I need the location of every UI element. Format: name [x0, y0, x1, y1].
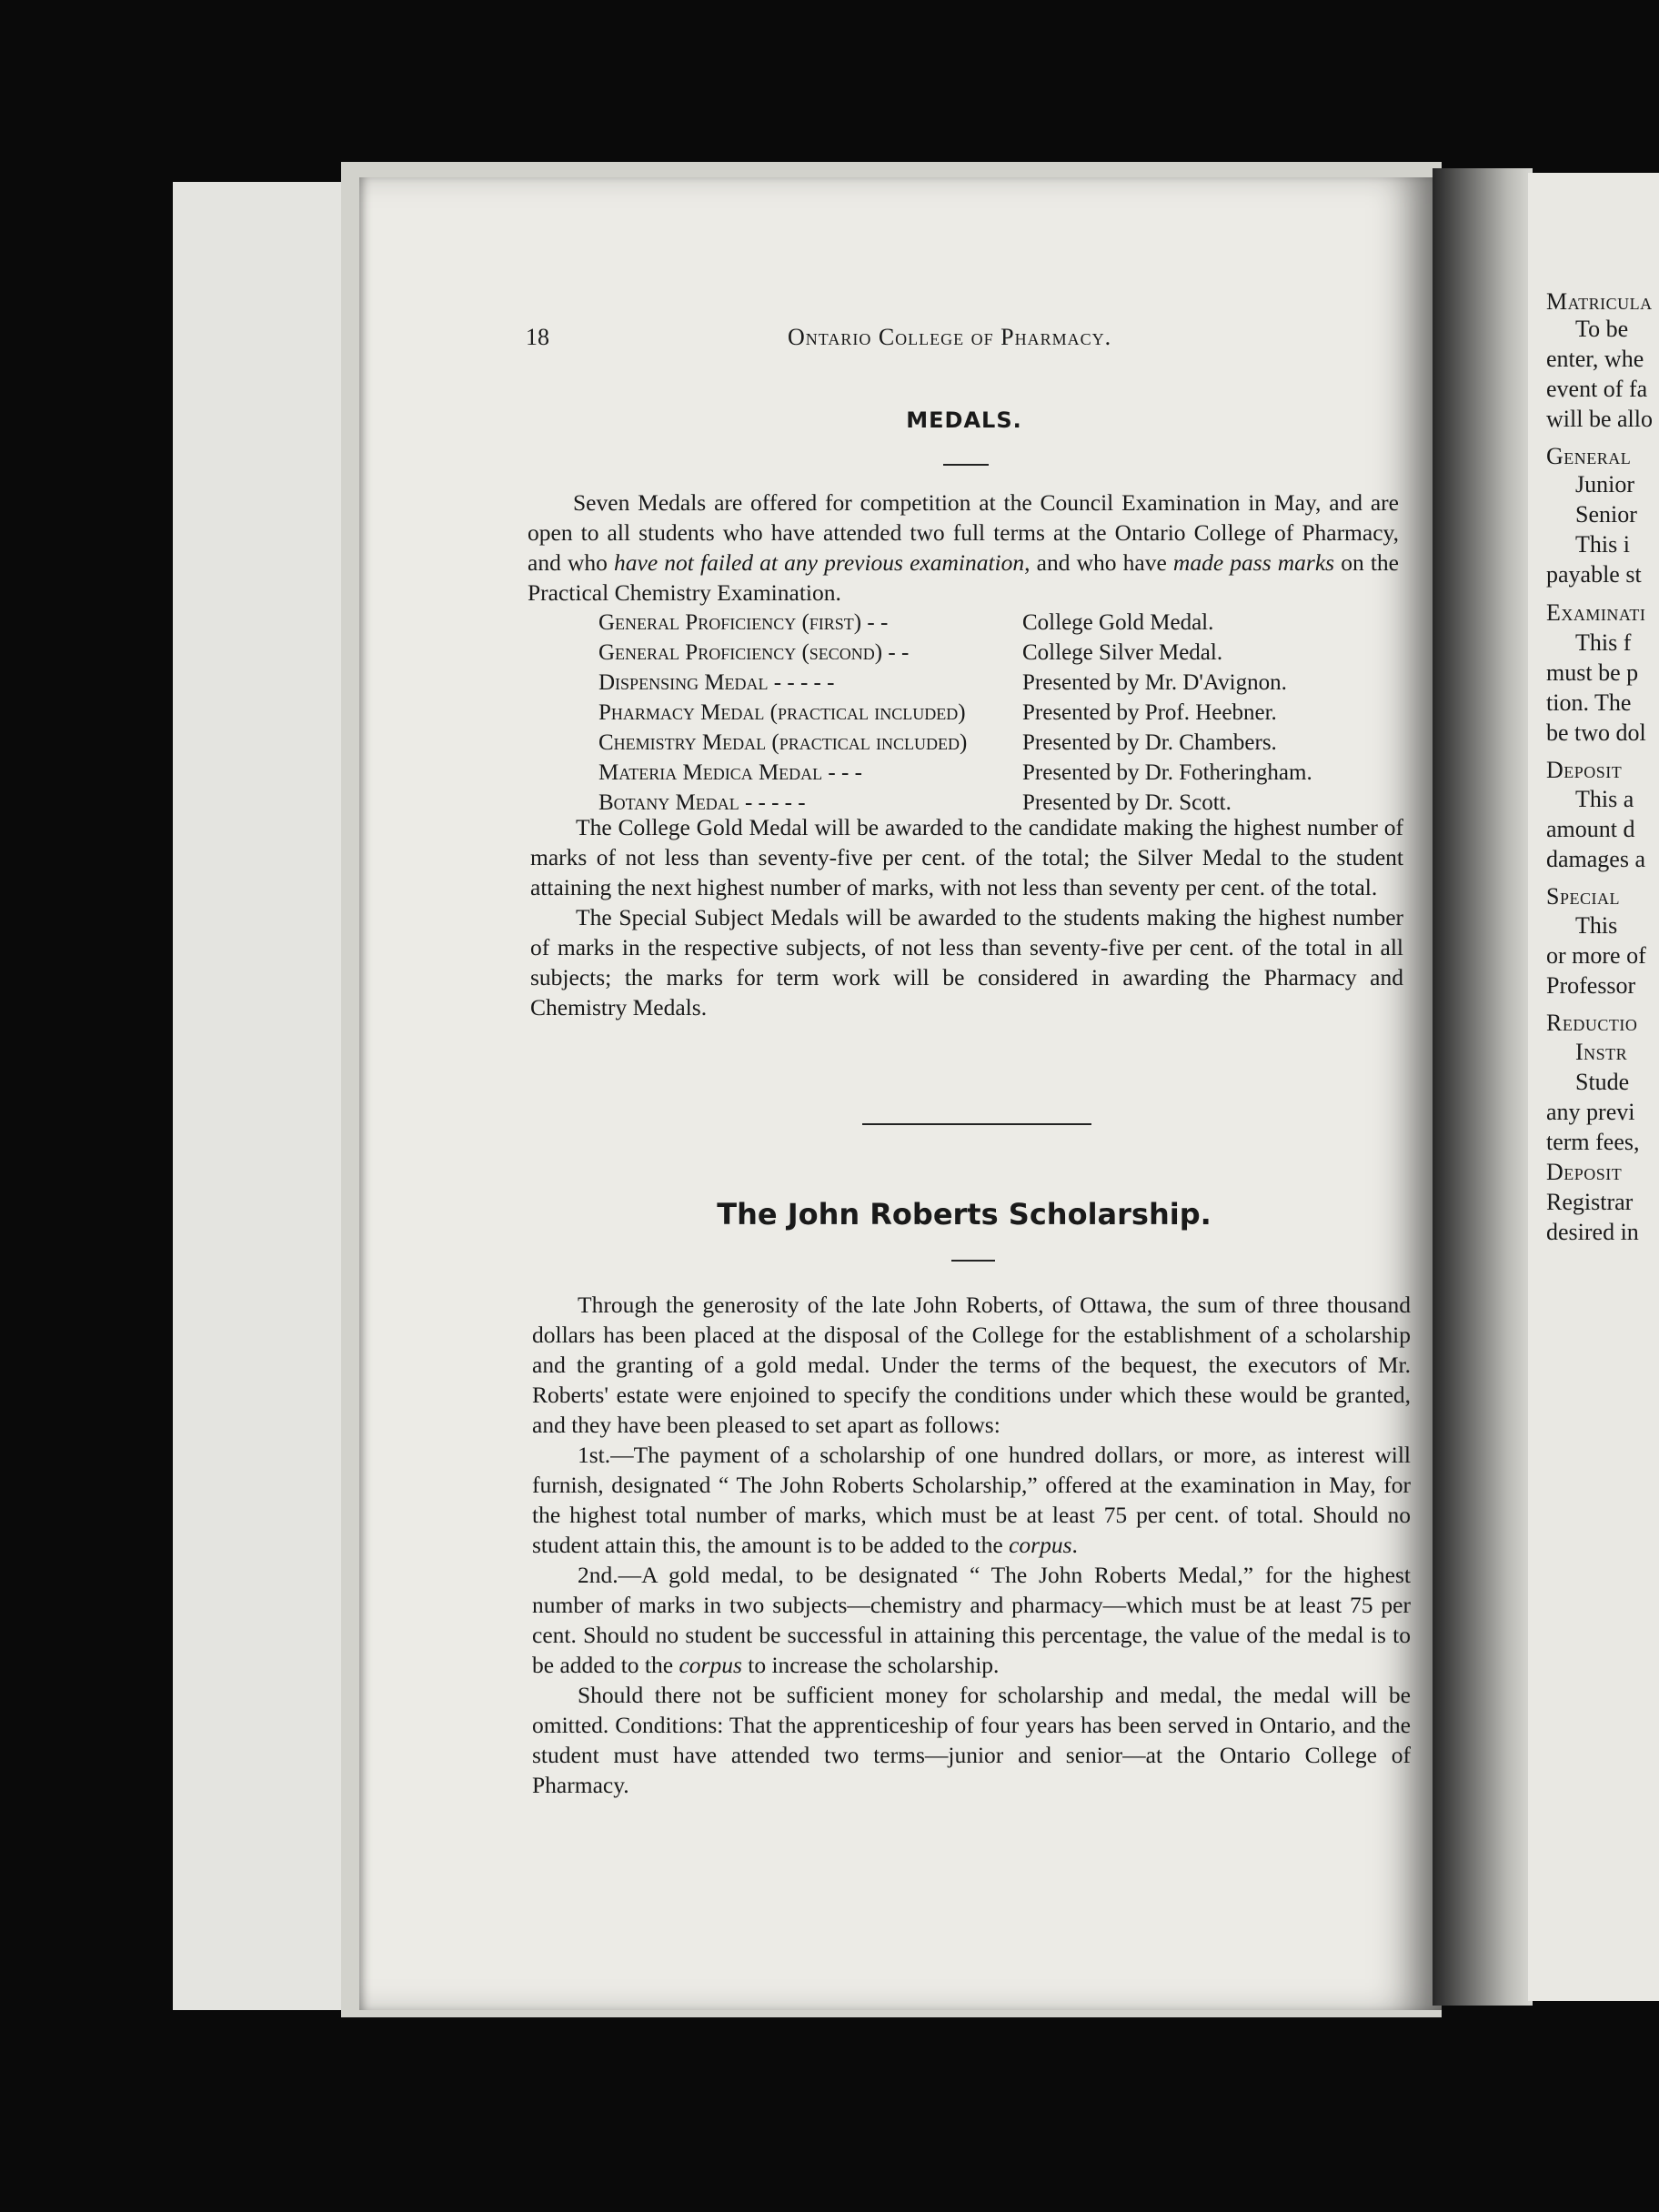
right-page-line: desired in — [1546, 1219, 1639, 1245]
leader-dots: - - - - - — [739, 790, 806, 815]
right-page-line: Instr — [1575, 1039, 1628, 1065]
medal-name: General Proficiency (first) — [598, 610, 862, 635]
right-page-line: Senior — [1575, 501, 1637, 528]
right-page-line: or more of — [1546, 942, 1646, 969]
right-page-line: will be allo — [1546, 406, 1653, 432]
emphasis: made pass marks — [1172, 549, 1335, 576]
right-page-line: Deposit — [1546, 1159, 1623, 1185]
medal-name: Chemistry Medal (practical included) — [598, 730, 968, 755]
scholarship-text — [532, 1290, 1411, 1800]
medal-award: College Gold Medal. — [1022, 610, 1214, 635]
medal-name: Pharmacy Medal (practical included) — [598, 700, 966, 725]
medal-award: Presented by Dr. Fotheringham. — [1022, 760, 1312, 785]
medal-name-wrap — [598, 608, 888, 638]
scholarship-intro: Through the generosity of the late John Roberts, of Ottawa, the sum of three thousand dollars has been placed at the disposal of the College for the establishment of a scholarship and the granting of a gold medal. Under the terms of the bequest, the executors of Mr. Roberts' estate were enjoined to specify the conditions under which these would be granted, and they have been pleased to set apart as follows: — [532, 1292, 1411, 1438]
right-page-line: event of fa — [1546, 376, 1648, 402]
medal-award: Presented by Prof. Heebner. — [1022, 700, 1277, 725]
heading-rule — [943, 464, 989, 466]
medals-rules — [530, 812, 1403, 1022]
medal-name-wrap — [598, 728, 967, 758]
scholarship-second-provision: 2nd.—A gold medal, to be designated “ The John Roberts Medal,” for the highest number of marks in two subjects—chemistry and pharmacy—which must be at least 75 per cent. Should no student be successful in attaining this percentage, the value of the medal is to be added to the corpus to increase the scholarship. — [532, 1562, 1411, 1678]
leader-dots: - - — [861, 610, 889, 635]
scholarship-conditions: Should there not be sufficient money for scholarship and medal, the medal will be omitted. Conditions: That the apprenticeship of four years has been served in Ontario, and the student must have attended two terms—junior and senior—at the Ontario College of Pharmacy. — [532, 1682, 1411, 1798]
scholarship-first-provision: 1st.—The payment of a scholarship of one hundred dollars, or more, as interest will furnish, designated “ The John Roberts Scholarship,” offered at the examination in May, for the highest total number of marks, which must be at least 75 per cent. of total. Should no student attain this, the amount is to be added to the corpus. — [532, 1442, 1411, 1558]
medal-award: College Silver Medal. — [1022, 640, 1223, 665]
medal-name: Materia Medica Medal — [598, 760, 823, 785]
right-page-line: Registrar — [1546, 1189, 1634, 1215]
leader-dots: - - - - - — [768, 670, 835, 695]
right-page-line: This f — [1575, 629, 1632, 656]
medal-name-wrap — [598, 698, 966, 728]
medal-name: Dispensing Medal — [598, 670, 769, 695]
medal-name: Botany Medal — [598, 790, 739, 815]
right-page-line: Special — [1546, 883, 1620, 910]
book-gutter — [1433, 168, 1533, 2006]
heading-rule — [951, 1260, 995, 1262]
right-page-line: term fees, — [1546, 1129, 1640, 1155]
medal-name-wrap — [598, 758, 862, 788]
right-page-line: damages a — [1546, 846, 1646, 872]
emphasis: corpus — [679, 1652, 742, 1678]
right-page-line: Examinati — [1546, 599, 1646, 626]
medals-intro: Seven Medals are offered for competition at the Council Examination in May, and are open to all students who have attended two full terms at the Ontario College of Pharmacy, and who have not failed at any previous examination, and who have made pass marks on the Practical Chemistry Examination. — [528, 489, 1400, 606]
leader-dots: - - - — [822, 760, 862, 785]
right-page-line: Reductio — [1546, 1010, 1638, 1036]
right-page-line: Junior — [1575, 471, 1634, 498]
page-number: 18 — [526, 324, 549, 350]
leader-dots: - - — [882, 640, 910, 665]
running-title: Ontario College of Pharmacy. — [788, 324, 1112, 350]
right-page-line: must be p — [1546, 659, 1639, 686]
right-page-line: This — [1575, 912, 1618, 939]
special-medals-paragraph: The Special Subject Medals will be awarded to the students making the highest number of marks in the respective subjects, of not less than seventy-five per cent. of the total in all subjects; the marks for term work will be considered in awarding the Pharmacy and Chemistry Medals. — [530, 904, 1403, 1021]
right-page-line: Deposit — [1546, 757, 1623, 783]
section-divider — [862, 1123, 1091, 1125]
medal-name-wrap — [598, 638, 909, 668]
emphasis: corpus — [1009, 1532, 1072, 1558]
right-page-line: tion. The — [1546, 689, 1632, 716]
right-page-line: enter, whe — [1546, 346, 1644, 372]
right-page-line: To be — [1575, 316, 1629, 342]
gold-medal-paragraph: The College Gold Medal will be awarded to the candidate making the highest number of marks of not less than seventy-five per cent. of the total; the Silver Medal to the student attaining the next highest number of marks, with not less than seventy per cent. of the total. — [530, 814, 1403, 900]
right-page-line: General — [1546, 443, 1632, 469]
right-page-line: payable st — [1546, 561, 1642, 588]
medals-heading: MEDALS. — [906, 407, 1022, 433]
medal-name-wrap — [598, 668, 834, 698]
medal-name: General Proficiency (second) — [598, 640, 883, 665]
medal-award: Presented by Mr. D'Avignon. — [1022, 670, 1287, 695]
right-page — [1528, 173, 1659, 2001]
right-page-line: Professor — [1546, 972, 1636, 999]
right-page-line: This i — [1575, 531, 1630, 558]
medal-award: Presented by Dr. Scott. — [1022, 790, 1232, 815]
right-page-line: be two dol — [1546, 719, 1646, 746]
scholarship-heading: The John Roberts Scholarship. — [717, 1197, 1212, 1232]
right-page-line: amount d — [1546, 816, 1635, 842]
medal-award: Presented by Dr. Chambers. — [1022, 730, 1277, 755]
right-page-line: Matricula — [1546, 288, 1653, 315]
right-page-line: any previ — [1546, 1099, 1635, 1125]
right-page-line: Stude — [1575, 1069, 1630, 1095]
right-page-line: This a — [1575, 786, 1634, 812]
emphasis: have not failed at any previous examination — [614, 549, 1025, 576]
page-header — [0, 324, 1659, 360]
